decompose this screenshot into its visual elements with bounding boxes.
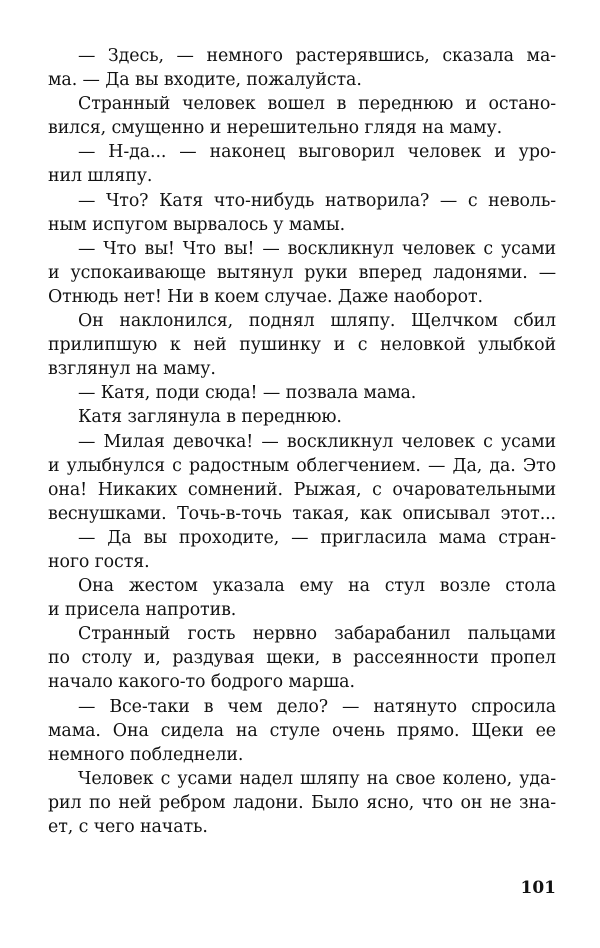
text-line: вился, смущенно и нерешительно глядя на маму. [48,118,503,139]
text-line: прилипшую к ней пушинку и с неловкой улыбкой [48,335,556,356]
text-line: — Н-да... — наконец выговорил человек и уро- [78,142,556,163]
text-line: — Что? Катя что-нибудь натворила? — с неволь- [78,190,556,211]
text-line: — Все-таки в чем дело? — натянуто спросила [78,696,556,717]
text-line: Странный человек вошел в переднюю и остано- [78,94,556,115]
text-line: ет, с чего начать. [48,817,208,837]
text-line: взглянул на маму. [48,359,216,380]
text-line: Человек с усами надел шляпу на свое колено, уда- [78,768,556,789]
text-line: Он наклонился, поднял шляпу. Щелчком сбил [78,311,556,332]
text-line: Странный гость нервно забарабанил пальцами [78,624,556,645]
text-line: рил по ней ребром ладони. Было ясно, что он не зна- [48,792,556,813]
text-line: нил шляпу. [48,166,153,187]
text-line: Катя заглянула в переднюю. [78,407,342,428]
text-line: — Катя, поди сюда! — позвала мама. [78,383,417,404]
text-line: по столу и, раздувая щеки, в рассеянности пропел [48,648,556,669]
text-line: ма. — Да вы входите, пожалуйста. [48,70,362,91]
text-line: немного побледнели. [48,744,244,765]
text-line: ным испугом вырвалось у мамы. [48,214,346,235]
text-line: ного гостя. [48,551,150,572]
text-line: и присела напротив. [48,600,237,621]
text-line: — Да вы проходите, — пригласила мама стран- [78,527,556,548]
text-line: Она жестом указала ему на стул возле стола [78,576,556,597]
text-line: — Милая девочка! — воскликнул человек с усами [78,431,556,452]
page-body [48,44,556,839]
text-line: она! Никаких сомнений. Рыжая, с очаровательными [48,479,556,500]
text-line: веснушками. Точь-в-точь такая, как описывал этот... [48,503,556,524]
text-line: мама. Она сидела на стуле очень прямо. Щеки ее [48,720,556,741]
text-line: Отнюдь нет! Ни в коем случае. Даже наоборот. [48,286,483,307]
text-line: начало какого-то бодрого марша. [48,672,355,693]
text-line: и улыбнулся с радостным облегчением. — Да, да. Это [48,455,556,476]
text-line: и успокаивающе вытянул руки вперед ладонями. — [48,262,556,283]
page-number: 101 [520,878,556,898]
text-line: — Что вы! Что вы! — воскликнул человек с усами [78,238,556,259]
text-line: — Здесь, — немного растерявшись, сказала ма- [78,46,556,66]
